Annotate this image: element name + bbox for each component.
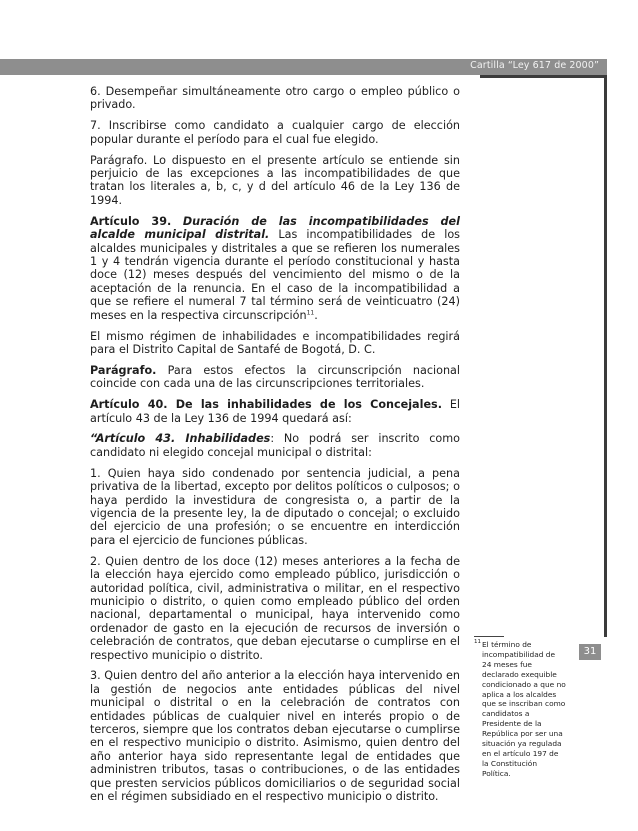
article-39-label: Artículo 39. — [90, 214, 172, 228]
article-43 — [90, 432, 460, 459]
page-number: 31 — [579, 644, 601, 660]
paragraph-item-6: 6. Desempeñar simultáneamente otro cargo o empleo público o privado. — [90, 85, 460, 112]
paragraph-regimen: El mismo régimen de inhabilidades e incompatibilidades regirá para el Distrito Capital de Santafé de Bogotá, D. C. — [90, 329, 460, 356]
article-43-label: “Artículo 43. Inhabilidades — [90, 432, 271, 446]
article-39-end: . — [314, 308, 318, 322]
running-header: Cartilla “Ley 617 de 2000” — [470, 60, 599, 71]
footnote-number: 11 — [474, 639, 481, 645]
list-item-2: 2. Quien dentro de los doce (12) meses anteriores a la fecha de la elección haya ejercido como empleado público, jurisdicción o autoridad política, civil, administrativa o militar, en el respectivo municipio o distrito, o quien como empleado público del orden nacional, departamental o municipal, haya intervenido como ordenador de gasto en la ejecución de recursos de inversión o celebración de contratos, que deban ejecutarse o cumplirse en el respectivo municipio o distrito. — [90, 554, 460, 662]
article-39 — [90, 215, 460, 322]
article-43-text: : No podrá ser inscrito como candidato ni elegido concejal municipal o distrital: — [90, 432, 460, 459]
article-40-label: Artículo 40. De las inhabilidades de los Concejales. — [90, 398, 442, 412]
article-39-heading: Duración de las incompatibilidades del alcalde municipal distrital. — [90, 214, 460, 242]
paragrafo-text: Para estos efectos la circunscripción nacional coincide con cada una de las circunscripciones territoriales. — [90, 363, 460, 391]
article-39-text: Las incompatibilidades de los alcaldes municipales y distritales a que se refieren los numerales 1 y 4 tendrán vigencia durante el período constitucional y hasta doce (12) meses después del vencimiento del mismo o de la aceptación de la renuncia. En el caso de la incompatibilidad a que se refiere el numeral 7 tal término será de veinticuatro (24) meses en la respectiva circunscripción — [90, 228, 460, 322]
list-item-3: 3. Quien dentro del año anterior a la elección haya intervenido en la gestión de negocios ante entidades públicas del nivel municipal o distrital o en la celebración de contratos con entidades públicas de cualquier nivel en interés propio o de terceros, siempre que los contratos deban ejecutarse o cumplirse en el respectivo municipio o distrito. Asimismo, quien dentro del año anterior haya sido representante legal de entidades que administren tributos, tasas o contribuciones, o de las entidades que presten servicios públicos domiciliarios o de seguridad social en el régimen subsidiado en el respectivo municipio o distrito. — [90, 669, 460, 804]
paragrafo-label: Parágrafo. — [90, 363, 157, 377]
header-band — [0, 59, 607, 75]
list-item-1: 1. Quien haya sido condenado por sentencia judicial, a pena privativa de la libertad, excepto por delitos políticos o culposos; o haya perdido la investidura de congresista o, a partir de la vigencia de la presente ley, la de diputado o concejal; o excluido del ejercicio de una profesión; o se encuentre en interdicción para el ejercicio de funciones públicas. — [90, 466, 460, 547]
paragraph-paragrafo: Parágrafo. Lo dispuesto en el presente artículo se entiende sin perjuicio de las excepciones a las incompatibilidades de que tratan los literales a, b, c, y d del artículo 46 de la Ley 136 de 1994. — [90, 153, 460, 207]
article-40-text: El artículo 43 de la Ley 136 de 1994 quedará así: — [90, 398, 461, 425]
paragraph-paragrafo-2 — [90, 364, 460, 391]
body-text — [90, 85, 460, 811]
footnote-text: El término de incompatibilidad de 24 meses fue declarado exequible condicionado a que no aplica a los alcaldes que se inscriban como candidatos a Presidente de la República por ser una situación ya regulada en el artículo 197 de la Constitución Política. — [482, 640, 566, 778]
margin-rule — [604, 75, 607, 637]
footnote-rule — [474, 636, 504, 637]
footnote-ref: 11 — [306, 308, 315, 316]
footnote — [474, 640, 566, 779]
article-40 — [90, 398, 460, 425]
paragraph-item-7: 7. Inscribirse como candidato a cualquier cargo de elección popular durante el período para el cual fue elegido. — [90, 119, 460, 146]
header-rule — [480, 75, 607, 78]
